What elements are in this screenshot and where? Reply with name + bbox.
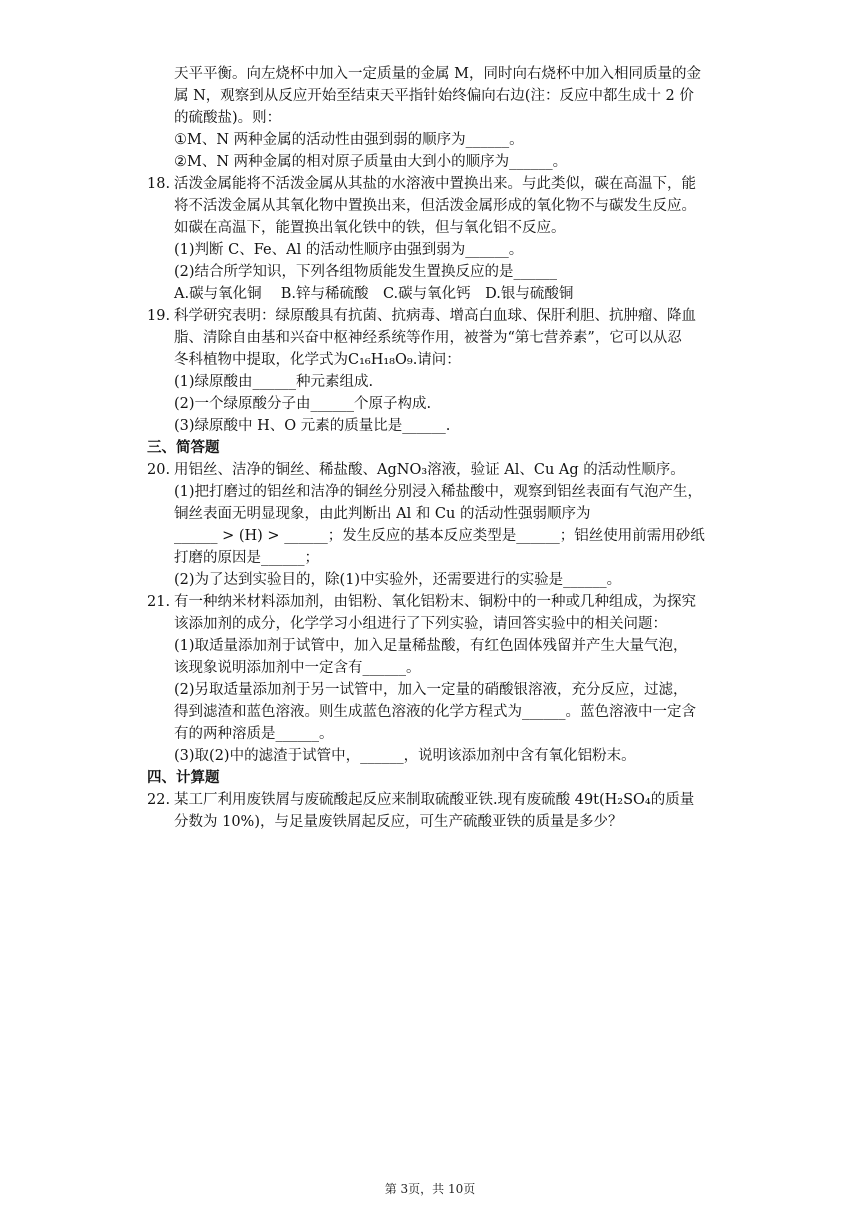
q20-line-3: 铜丝表面无明显现象，由此判断出 Al 和 Cu 的活动性强弱顺序为 <box>174 506 591 522</box>
q21-line-5: (2)另取适量添加剂于另一试管中，加入一定量的硝酸银溶液，充分反应，过滤， <box>174 682 688 698</box>
q20-line-4: ______ > (H) > ______；发生反应的基本反应类型是______；铝丝使用前需用砂纸 <box>174 528 705 544</box>
q22-number: 22. <box>147 792 171 808</box>
q22-line-1: 某工厂利用废铁屑与废硫酸起反应来制取硫酸亚铁.现有废硫酸 49t(H₂SO₄的质量 <box>174 792 695 808</box>
q20-line-1: 用铝丝、洁净的铜丝、稀盐酸、AgNO₃溶液，验证 Al、Cu Ag 的活动性顺序。 <box>174 462 685 478</box>
q22-line-2: 分数为 10%)，与足量废铁屑起反应，可生产硫酸亚铁的质量是多少？ <box>174 814 623 830</box>
q17-line-3: 的硫酸盐)。则： <box>174 110 282 126</box>
q19-line-6: (3)绿原酸中 H、O 元素的质量比是______. <box>174 418 451 434</box>
q21-line-3: (1)取适量添加剂于试管中，加入足量稀盐酸，有红色固体残留并产生大量气泡， <box>174 638 688 654</box>
q19-line-5: (2)一个绿原酸分子由______个原子构成. <box>174 396 432 412</box>
q18-options: A.碳与氧化铜 B.锌与稀硫酸 C.碳与氧化钙 D.银与硫酸铜 <box>174 286 574 302</box>
page-footer: 第 3页，共 10页 <box>384 1182 476 1196</box>
q17-line-4: ①M、N 两种金属的活动性由强到弱的顺序为______。 <box>174 132 524 148</box>
section-heading-calculation: 四、计算题 <box>147 769 220 786</box>
q21-line-4: 该现象说明添加剂中一定含有______。 <box>174 660 421 676</box>
q21-line-7: 有的两种溶质是______。 <box>174 726 334 742</box>
q20-line-6: (2)为了达到实验目的，除(1)中实验外，还需要进行的实验是______。 <box>174 572 622 588</box>
q18-line-5: (2)结合所学知识，下列各组物质能发生置换反应的是______ <box>174 264 558 280</box>
q17-line-5: ②M、N 两种金属的相对原子质量由大到小的顺序为______。 <box>174 154 568 170</box>
q20-line-5: 打磨的原因是______； <box>174 550 319 566</box>
q19-line-4: (1)绿原酸由______种元素组成. <box>174 374 374 390</box>
q17-line-2: 属 N，观察到从反应开始至结束天平指针始终偏向右边(注：反应中都生成十 2 价 <box>174 88 694 104</box>
q18-line-4: (1)判断 C、Fe、Al 的活动性顺序由强到弱为______。 <box>174 242 524 258</box>
q18-number: 18. <box>147 176 171 192</box>
q21-line-1: 有一种纳米材料添加剂，由铝粉、氧化铝粉末、铜粉中的一种或几种组成，为探究 <box>174 594 696 610</box>
q21-number: 21. <box>147 594 171 610</box>
q18-line-1: 活泼金属能将不活泼金属从其盐的水溶液中置换出来。与此类似，碳在高温下，能 <box>174 176 696 192</box>
q19-line-2: 脂、清除自由基和兴奋中枢神经系统等作用，被誉为“第七营养素”，它可以从忍 <box>174 330 682 346</box>
q20-line-2: (1)把打磨过的铝丝和洁净的铜丝分别浸入稀盐酸中，观察到铝丝表面有气泡产生， <box>174 484 703 500</box>
q20-number: 20. <box>147 462 171 478</box>
section-heading-short-answer: 三、简答题 <box>147 439 220 456</box>
q21-line-6: 得到滤渣和蓝色溶液。则生成蓝色溶液的化学方程式为______。蓝色溶液中一定含 <box>174 704 696 720</box>
q17-line-1: 天平平衡。向左烧杯中加入一定质量的金属 M，同时向右烧杯中加入相同质量的金 <box>174 66 701 82</box>
q18-line-3: 如碳在高温下，能置换出氧化铁中的铁，但与氧化铝不反应。 <box>174 220 566 236</box>
q21-line-8: (3)取(2)中的滤渣于试管中，______，说明该添加剂中含有氧化铝粉末。 <box>174 748 636 764</box>
q19-line-1: 科学研究表明：绿原酸具有抗菌、抗病毒、增高白血球、保肝利胆、抗肿瘤、降血 <box>174 308 696 324</box>
q19-number: 19. <box>147 308 171 324</box>
q21-line-2: 该添加剂的成分，化学学习小组进行了下列实验，请回答实验中的相关问题： <box>174 616 667 632</box>
q19-line-3: 冬科植物中提取，化学式为C₁₆H₁₈O₉.请问： <box>174 352 461 368</box>
q18-line-2: 将不活泼金属从其氧化物中置换出来，但活泼金属形成的氧化物不与碳发生反应。 <box>174 198 696 214</box>
